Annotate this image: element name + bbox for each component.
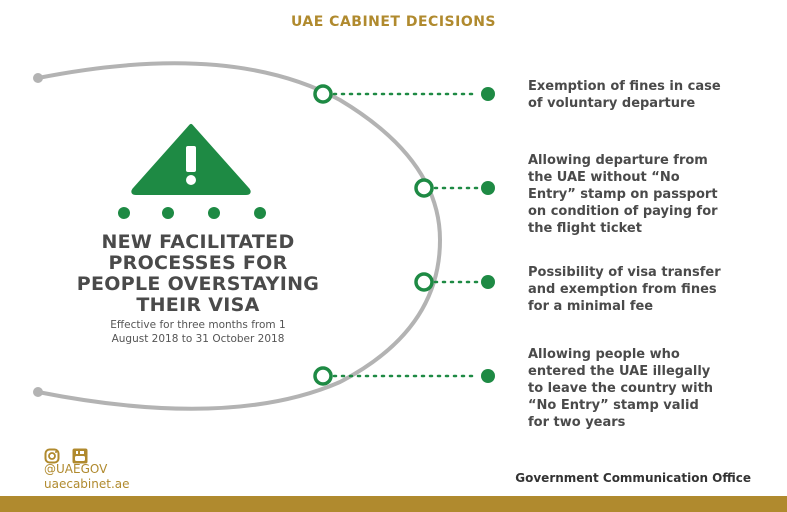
decorative-dots <box>118 207 266 219</box>
subtitle-line: August 2018 to 31 October 2018 <box>111 333 285 345</box>
item-line: entered the UAE illegally <box>528 364 711 379</box>
item-line: Allowing departure from <box>528 153 708 168</box>
item-line: of voluntary departure <box>528 96 696 111</box>
item-line: for a minimal fee <box>528 299 654 314</box>
bottom-bar <box>0 496 787 512</box>
arc-end-top <box>33 73 43 83</box>
office-name: Government Communication Office <box>515 471 751 485</box>
item-line: on condition of paying for <box>528 204 718 219</box>
item-line: the flight ticket <box>528 221 642 236</box>
item-line: to leave the country with <box>528 381 714 396</box>
decision-item-1 <box>528 78 768 112</box>
connector-3 <box>416 274 495 290</box>
main-title-line: NEW FACILITATED <box>101 231 295 253</box>
item-line: “No Entry” stamp valid <box>528 398 699 413</box>
warning-triangle-icon <box>133 126 248 193</box>
item-line: Possibility of visa transfer <box>528 265 721 280</box>
item-line: the UAE without “No <box>528 170 680 185</box>
item-line: Allowing people who <box>528 347 680 362</box>
main-title-line: THEIR VISA <box>136 294 260 316</box>
item-line: Exemption of fines in case <box>528 79 721 94</box>
social-handle[interactable]: @UAEGOV <box>44 462 108 476</box>
item-line: for two years <box>528 415 626 430</box>
decision-item-2 <box>528 152 768 237</box>
subtitle-line: Effective for three months from 1 <box>110 319 286 331</box>
footer-contact <box>44 462 130 492</box>
arc-end-bottom <box>33 387 43 397</box>
page-header: UAE CABINET DECISIONS <box>290 14 497 30</box>
main-title-line: PEOPLE OVERSTAYING <box>76 273 320 295</box>
main-title-line: PROCESSES FOR <box>108 252 288 274</box>
connector-2 <box>416 180 495 196</box>
item-line: Entry” stamp on passport <box>528 187 718 202</box>
website-link[interactable]: uaecabinet.ae <box>44 477 130 491</box>
decision-item-4 <box>528 346 768 431</box>
effective-date-note <box>48 318 348 346</box>
decision-item-3 <box>528 264 768 315</box>
item-line: and exemption from fines <box>528 282 717 297</box>
main-title <box>48 232 348 316</box>
